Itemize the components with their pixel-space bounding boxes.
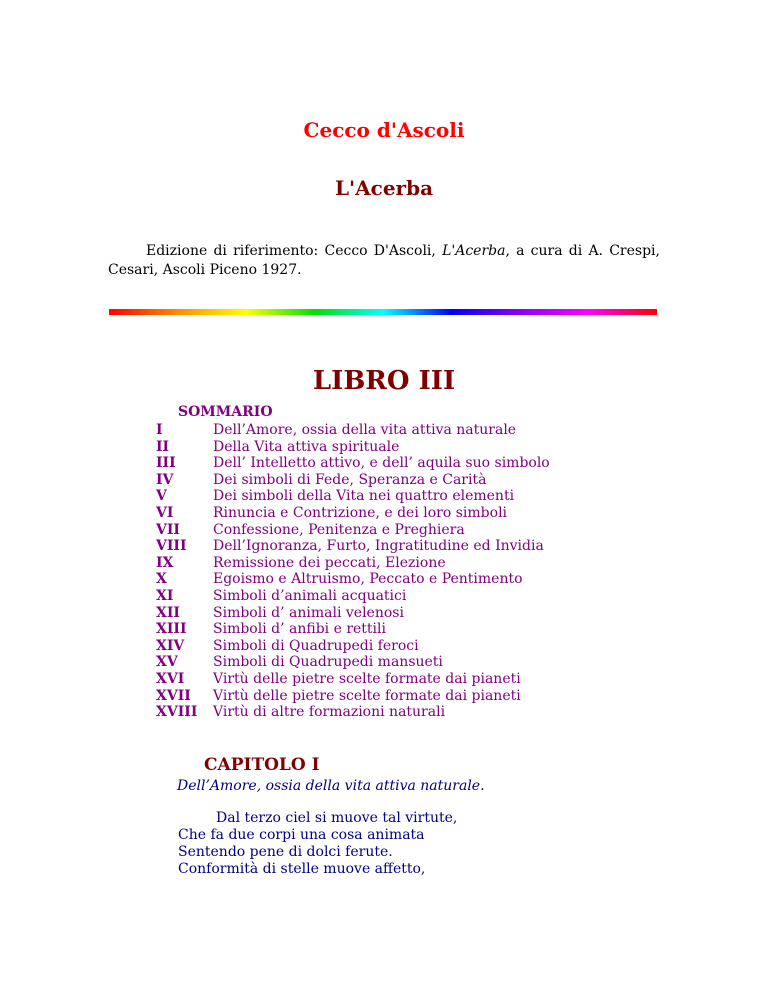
rainbow-divider: [109, 309, 657, 315]
edition-suffix: , a cura di A. Crespi, Cesari, Ascoli Piceno 1927.: [108, 243, 660, 278]
toc-chapter-title: Della Vita attiva spirituale: [213, 438, 400, 455]
toc-row: [156, 671, 550, 688]
edition-prefix: Edizione di riferimento: Cecco D'Ascoli,: [146, 243, 443, 259]
toc-chapter-title: Simboli di Quadrupedi mansueti: [213, 654, 443, 671]
book-title: LIBRO III: [312, 366, 456, 396]
work-title: L'Acerba: [334, 176, 434, 200]
toc-row: [156, 571, 550, 588]
toc-chapter-title: Virtù delle pietre scelte formate dai pianeti: [213, 687, 521, 704]
toc-chapter-title: Simboli d’ anfibi e rettili: [213, 621, 386, 638]
toc-row: [156, 522, 550, 539]
toc-chapter-number: VI: [156, 504, 174, 521]
toc-chapter-title: Rinuncia e Contrizione, e dei loro simboli: [213, 504, 508, 521]
toc-row: [156, 455, 550, 472]
toc-row: [156, 505, 550, 522]
toc-chapter-number: II: [156, 438, 170, 455]
toc-chapter-title: Simboli d’ animali velenosi: [213, 604, 404, 621]
edition-note: [108, 242, 660, 280]
toc-row: [156, 704, 550, 721]
toc-chapter-title: Dell’ Intelletto attivo, e dell’ aquila suo simbolo: [213, 455, 550, 472]
toc-chapter-number: XII: [156, 604, 180, 621]
author-title: Cecco d'Ascoli: [303, 118, 465, 142]
toc-chapter-number: VIII: [156, 538, 187, 555]
poem: [178, 810, 457, 878]
edition-title: L'Acerba: [442, 243, 506, 259]
summary-label: SOMMARIO: [178, 404, 273, 420]
toc-row: [156, 638, 550, 655]
toc-chapter-number: XVI: [156, 670, 185, 687]
toc-row: [156, 621, 550, 638]
toc-row: [156, 538, 550, 555]
toc-chapter-title: Dell’Ignoranza, Furto, Ingratitudine ed Invidia: [213, 538, 544, 555]
toc-chapter-number: IV: [156, 471, 174, 488]
toc-row: [156, 439, 550, 456]
toc-chapter-title: Remissione dei peccati, Elezione: [213, 554, 446, 571]
toc-chapter-number: III: [156, 455, 176, 472]
verse-line: Sentendo pene di dolci ferute.: [178, 844, 393, 860]
toc-chapter-number: XIV: [156, 637, 185, 654]
toc-chapter-number: XV: [156, 654, 178, 671]
toc-row: [156, 472, 550, 489]
toc-chapter-number: VII: [156, 521, 180, 538]
toc-chapter-number: IX: [156, 554, 174, 571]
toc-chapter-title: Virtù delle pietre scelte formate dai pianeti: [213, 670, 521, 687]
toc-chapter-title: Egoismo e Altruismo, Peccato e Pentimento: [213, 571, 523, 588]
toc-chapter-title: Simboli d’animali acquatici: [213, 587, 407, 604]
toc-row: [156, 688, 550, 705]
toc-chapter-number: XIII: [156, 621, 187, 638]
verse-line: Dal terzo ciel si muove tal virtute,: [216, 810, 458, 826]
toc-chapter-title: Simboli di Quadrupedi feroci: [213, 637, 419, 654]
toc-chapter-title: Dei simboli della Vita nei quattro elementi: [213, 488, 515, 505]
toc-row: [156, 654, 550, 671]
toc-chapter-number: X: [156, 571, 167, 588]
toc-chapter-title: Virtù di altre formazioni naturali: [213, 704, 446, 721]
toc-row: [156, 555, 550, 572]
toc-chapter-number: V: [156, 488, 167, 505]
toc-chapter-number: XI: [156, 587, 174, 604]
table-of-contents: [156, 422, 550, 721]
toc-chapter-title: Dei simboli di Fede, Speranza e Carità: [213, 471, 487, 488]
chapter-heading: CAPITOLO I: [204, 755, 320, 775]
toc-chapter-number: I: [156, 422, 163, 438]
toc-chapter-number: XVIII: [156, 704, 198, 721]
toc-row: [156, 588, 550, 605]
toc-chapter-number: XVII: [156, 687, 191, 704]
verse-line: Che fa due corpi una cosa animata: [178, 827, 425, 843]
verse-line: Conformità di stelle muove affetto,: [178, 861, 426, 877]
toc-chapter-title: Dell’Amore, ossia della vita attiva naturale: [213, 422, 517, 438]
toc-row: [156, 488, 550, 505]
toc-row: [156, 422, 550, 439]
toc-row: [156, 605, 550, 622]
chapter-subtitle: Dell’Amore, ossia della vita attiva naturale.: [177, 778, 485, 794]
toc-chapter-title: Confessione, Penitenza e Preghiera: [213, 521, 465, 538]
